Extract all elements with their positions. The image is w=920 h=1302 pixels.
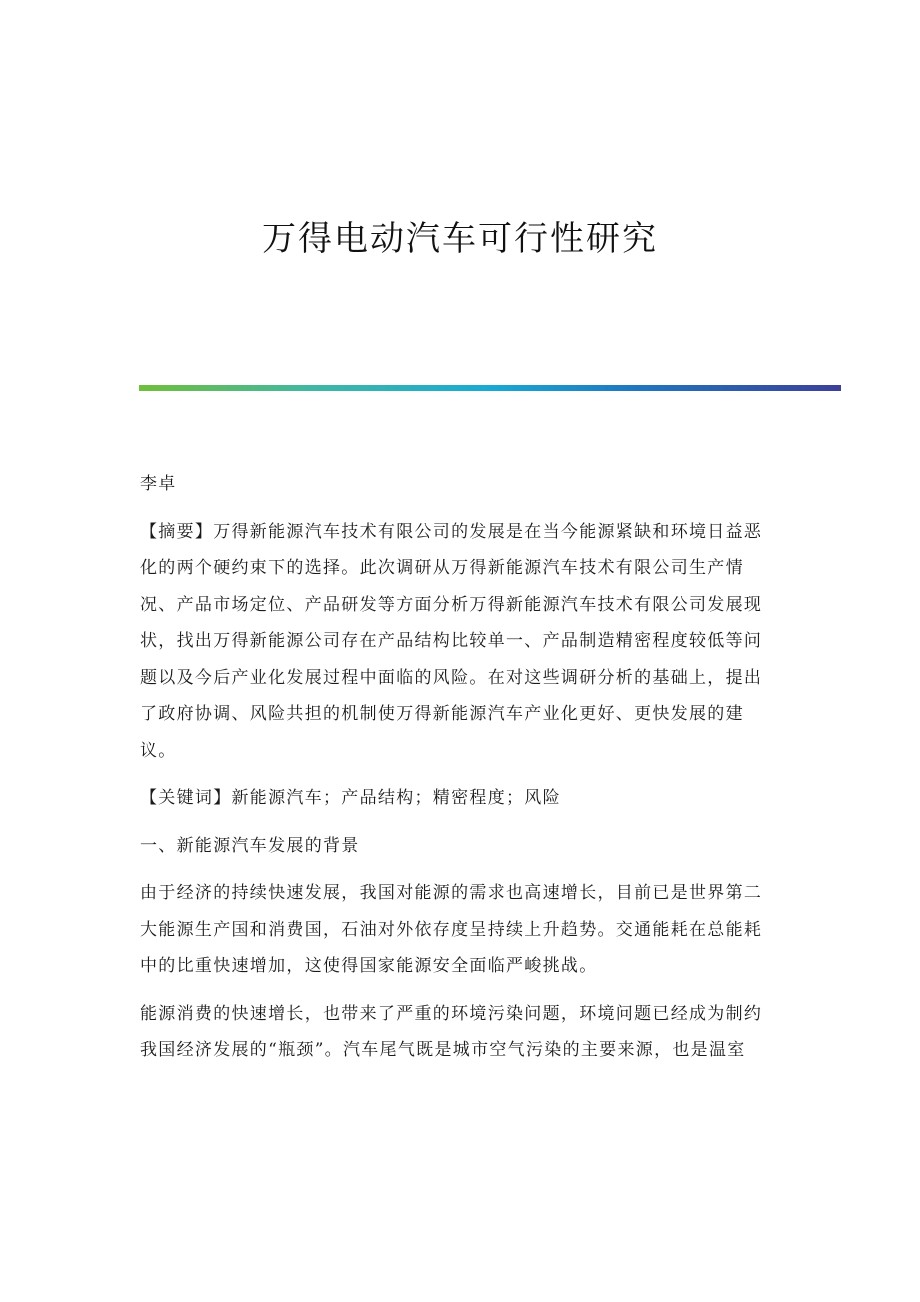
keywords-line: 【关键词】新能源汽车；产品结构；精密程度；风险 <box>140 788 561 808</box>
author-name: 李卓 <box>140 474 177 494</box>
body-paragraph: 由于经济的持续快速发展，我国对能源的需求也高速增长，目前已是世界第二大能源生产国和消费国，石油对外依存度呈持续上升趋势。交通能耗在总能耗中的比重快速增加，这使得国家能源安全面临严峻挑战。 <box>140 883 763 976</box>
document-title: 万得电动汽车可行性研究 <box>262 219 658 259</box>
document-body <box>140 466 780 1080</box>
body-paragraph: 能源消费的快速增长，也带来了严重的环境污染问题，环境问题已经成为制约我国经济发展的“瓶颈”。汽车尾气既是城市空气污染的主要来源，也是温室 <box>140 1003 763 1060</box>
gradient-divider <box>139 385 841 391</box>
abstract-paragraph: 【摘要】万得新能源汽车技术有限公司的发展是在当今能源紧缺和环境日益恶化的两个硬约束下的选择。此次调研从万得新能源汽车技术有限公司生产情况、产品市场定位、产品研发等方面分析万得新能源汽车技术有限公司发展现状，找出万得新能源公司存在产品结构比较单一、产品制造精密程度较低等问题以及今后产业化发展过程中面临的风险。在对这些调研分析的基础上，提出了政府协调、风险共担的机制使万得新能源汽车产业化更好、更快发展的建议。 <box>140 521 763 761</box>
section-heading: 一、新能源汽车发展的背景 <box>140 835 360 856</box>
